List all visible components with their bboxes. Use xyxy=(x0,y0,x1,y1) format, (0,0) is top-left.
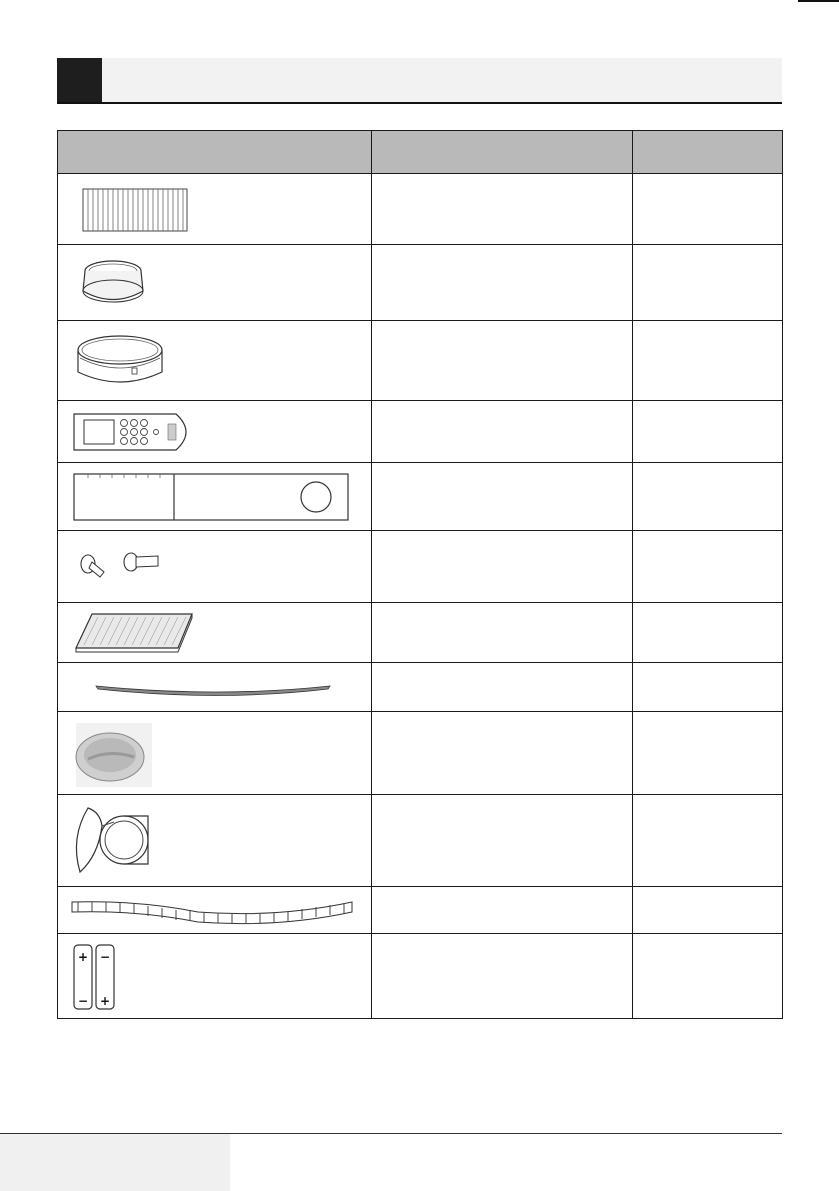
section-number-box xyxy=(57,58,102,102)
row-quantity xyxy=(633,663,783,712)
row-quantity xyxy=(633,321,783,401)
top-corner-rule xyxy=(798,0,839,2)
table-row xyxy=(58,934,783,1019)
row-quantity xyxy=(633,934,783,1019)
row-quantity xyxy=(633,712,783,795)
row-description xyxy=(372,795,633,887)
row-description xyxy=(372,174,633,245)
column-header-part xyxy=(58,131,372,174)
row-description xyxy=(372,531,633,603)
row-description xyxy=(372,463,633,531)
row-quantity xyxy=(633,401,783,463)
row-description xyxy=(372,603,633,663)
sealing-tape-roll-image xyxy=(58,712,372,795)
row-quantity xyxy=(633,245,783,321)
batteries-image xyxy=(58,934,372,1019)
section-header xyxy=(57,58,782,104)
table-row xyxy=(58,174,783,245)
footer-box xyxy=(0,1134,230,1191)
svg-text:−: − xyxy=(77,993,89,1008)
table-row xyxy=(58,245,783,321)
screws-image xyxy=(58,531,372,603)
wall-outlet-cap-image xyxy=(58,795,372,887)
row-description xyxy=(372,401,633,463)
row-description xyxy=(372,887,633,934)
column-header-description xyxy=(372,131,633,174)
row-description xyxy=(372,934,633,1019)
row-quantity xyxy=(633,174,783,245)
row-description xyxy=(372,245,633,321)
table-row xyxy=(58,603,783,663)
table-header-row xyxy=(58,131,783,174)
row-description xyxy=(372,663,633,712)
table-row xyxy=(58,712,783,795)
row-quantity xyxy=(633,887,783,934)
row-description xyxy=(372,321,633,401)
row-quantity xyxy=(633,795,783,887)
window-adapter-ring-image xyxy=(58,321,372,401)
svg-text:+: + xyxy=(99,993,111,1008)
column-header-quantity xyxy=(633,131,783,174)
table-row xyxy=(58,401,783,463)
foam-seal-strip-image xyxy=(58,663,372,712)
row-quantity xyxy=(633,531,783,603)
remote-control-image xyxy=(58,401,372,463)
table-row xyxy=(58,887,783,934)
row-quantity xyxy=(633,603,783,663)
row-description xyxy=(372,712,633,795)
row-quantity xyxy=(633,463,783,531)
window-slider-kit-image xyxy=(58,463,372,531)
parts-table xyxy=(57,130,783,1019)
exhaust-hose-image xyxy=(58,174,372,245)
svg-text:−: − xyxy=(99,949,111,964)
svg-text:+: + xyxy=(77,949,89,964)
hose-adapter-ring-image xyxy=(58,245,372,321)
drain-hose-image xyxy=(58,887,372,934)
table-row xyxy=(58,321,783,401)
table-row xyxy=(58,663,783,712)
air-filter-image xyxy=(58,603,372,663)
table-row xyxy=(58,463,783,531)
table-row xyxy=(58,795,783,887)
table-row xyxy=(58,531,783,603)
